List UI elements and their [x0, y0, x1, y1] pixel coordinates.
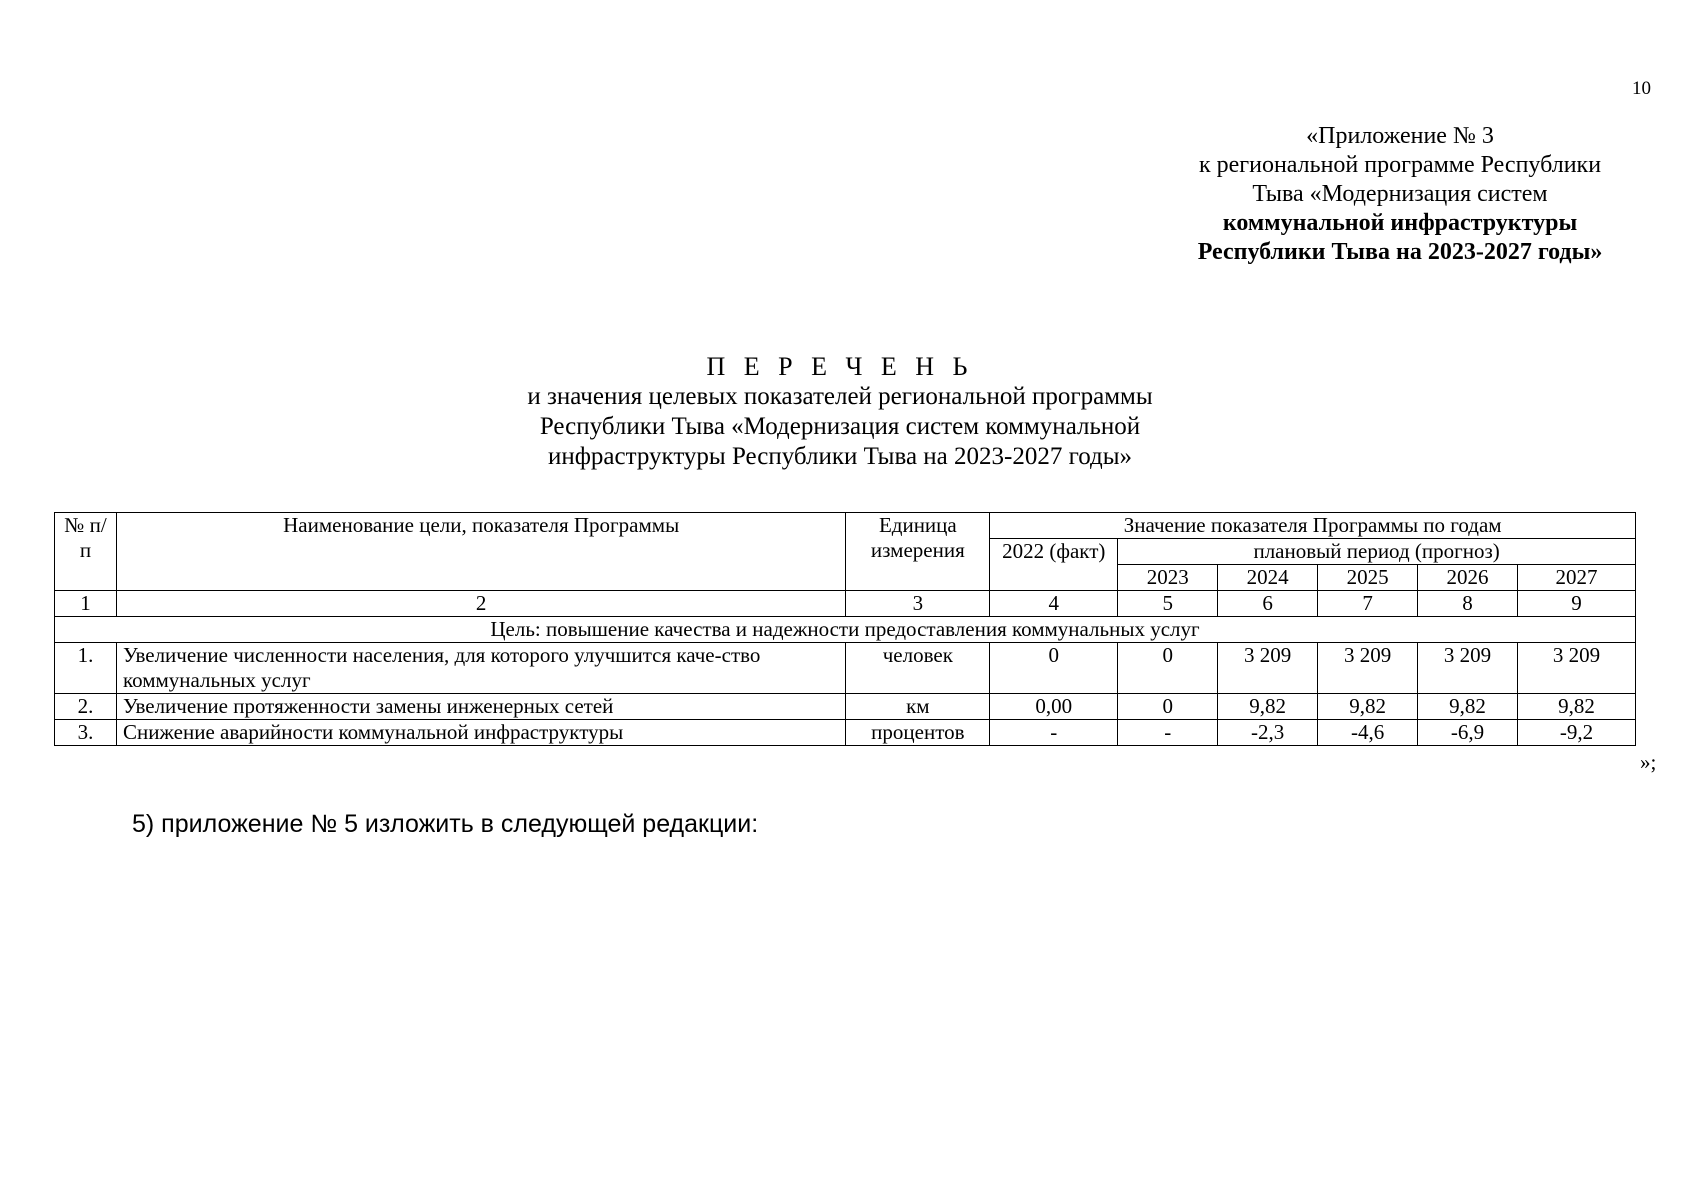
column-number: 1 [55, 591, 117, 617]
column-number: 2 [116, 591, 845, 617]
header-year: 2025 [1318, 565, 1418, 591]
row-value: 0 [990, 643, 1118, 694]
header-year: 2023 [1118, 565, 1218, 591]
row-value: 3 209 [1418, 643, 1518, 694]
column-number: 3 [846, 591, 990, 617]
row-value: - [1118, 720, 1218, 746]
appendix-line: к региональной программе Республики [1198, 152, 1602, 178]
row-name: Снижение аварийности коммунальной инфраструктуры [116, 720, 845, 746]
row-value: -9,2 [1517, 720, 1635, 746]
row-value: 3 209 [1517, 643, 1635, 694]
row-unit: человек [846, 643, 990, 694]
appendix-line: «Приложение № 3 [1306, 123, 1494, 149]
row-unit: км [846, 694, 990, 720]
appendix-line: Республики Тыва на 2023-2027 годы» [1197, 239, 1603, 265]
header-year: 2026 [1418, 565, 1518, 591]
title-line: инфраструктуры Республики Тыва на 2023-2027 годы» [547, 443, 1133, 470]
row-value: 9,82 [1218, 694, 1318, 720]
row-value: -6,9 [1418, 720, 1518, 746]
goal-text: Цель: повышение качества и надежности предоставления коммунальных услуг [55, 617, 1636, 643]
appendix-header [1140, 122, 1660, 267]
table-row [55, 720, 1636, 746]
column-number: 6 [1218, 591, 1318, 617]
appendix-line: Тыва «Модернизация систем [1252, 181, 1548, 207]
row-value: 9,82 [1517, 694, 1635, 720]
header-unit: Единица измерения [846, 513, 990, 591]
document-title [380, 352, 1300, 472]
row-value: 9,82 [1318, 694, 1418, 720]
instruction-text: 5) приложение № 5 изложить в следующей редакции: [132, 810, 759, 838]
closing-quote-mark: »; [1640, 750, 1657, 774]
column-number: 4 [990, 591, 1118, 617]
column-number: 5 [1118, 591, 1218, 617]
row-num: 1. [55, 643, 117, 694]
row-value: - [990, 720, 1118, 746]
row-value: 3 209 [1318, 643, 1418, 694]
table-row [55, 694, 1636, 720]
header-name: Наименование цели, показателя Программы [116, 513, 845, 591]
row-value: 9,82 [1418, 694, 1518, 720]
appendix-line: коммунальной инфраструктуры [1222, 210, 1578, 236]
row-name: Увеличение протяженности замены инженерных сетей [116, 694, 845, 720]
table-row [55, 643, 1636, 694]
row-value: -4,6 [1318, 720, 1418, 746]
row-unit: процентов [846, 720, 990, 746]
column-number-row [55, 591, 1636, 617]
column-number: 7 [1318, 591, 1418, 617]
row-value: 3 209 [1218, 643, 1318, 694]
title-line: и значения целевых показателей региональной программы [527, 383, 1153, 410]
header-year: 2024 [1218, 565, 1318, 591]
column-number: 8 [1418, 591, 1518, 617]
page-number: 10 [1632, 78, 1651, 99]
row-num: 3. [55, 720, 117, 746]
row-name: Увеличение численности населения, для которого улучшится каче-ство коммунальных услуг [116, 643, 845, 694]
row-value: 0 [1118, 643, 1218, 694]
header-values-group: Значение показателя Программы по годам [990, 513, 1636, 539]
header-fact: 2022 (факт) [990, 539, 1118, 591]
title-line: Республики Тыва «Модернизация систем коммунальной [539, 413, 1141, 440]
column-number: 9 [1517, 591, 1635, 617]
header-num: № п/п [55, 513, 117, 591]
row-value: 0 [1118, 694, 1218, 720]
goal-row [55, 617, 1636, 643]
row-value: 0,00 [990, 694, 1118, 720]
row-num: 2. [55, 694, 117, 720]
header-planned-group: плановый период (прогноз) [1118, 539, 1636, 565]
title-heading: П Е Р Е Ч Е Н Ь [706, 352, 974, 381]
header-year: 2027 [1517, 565, 1635, 591]
indicators-table [54, 512, 1636, 746]
row-value: -2,3 [1218, 720, 1318, 746]
